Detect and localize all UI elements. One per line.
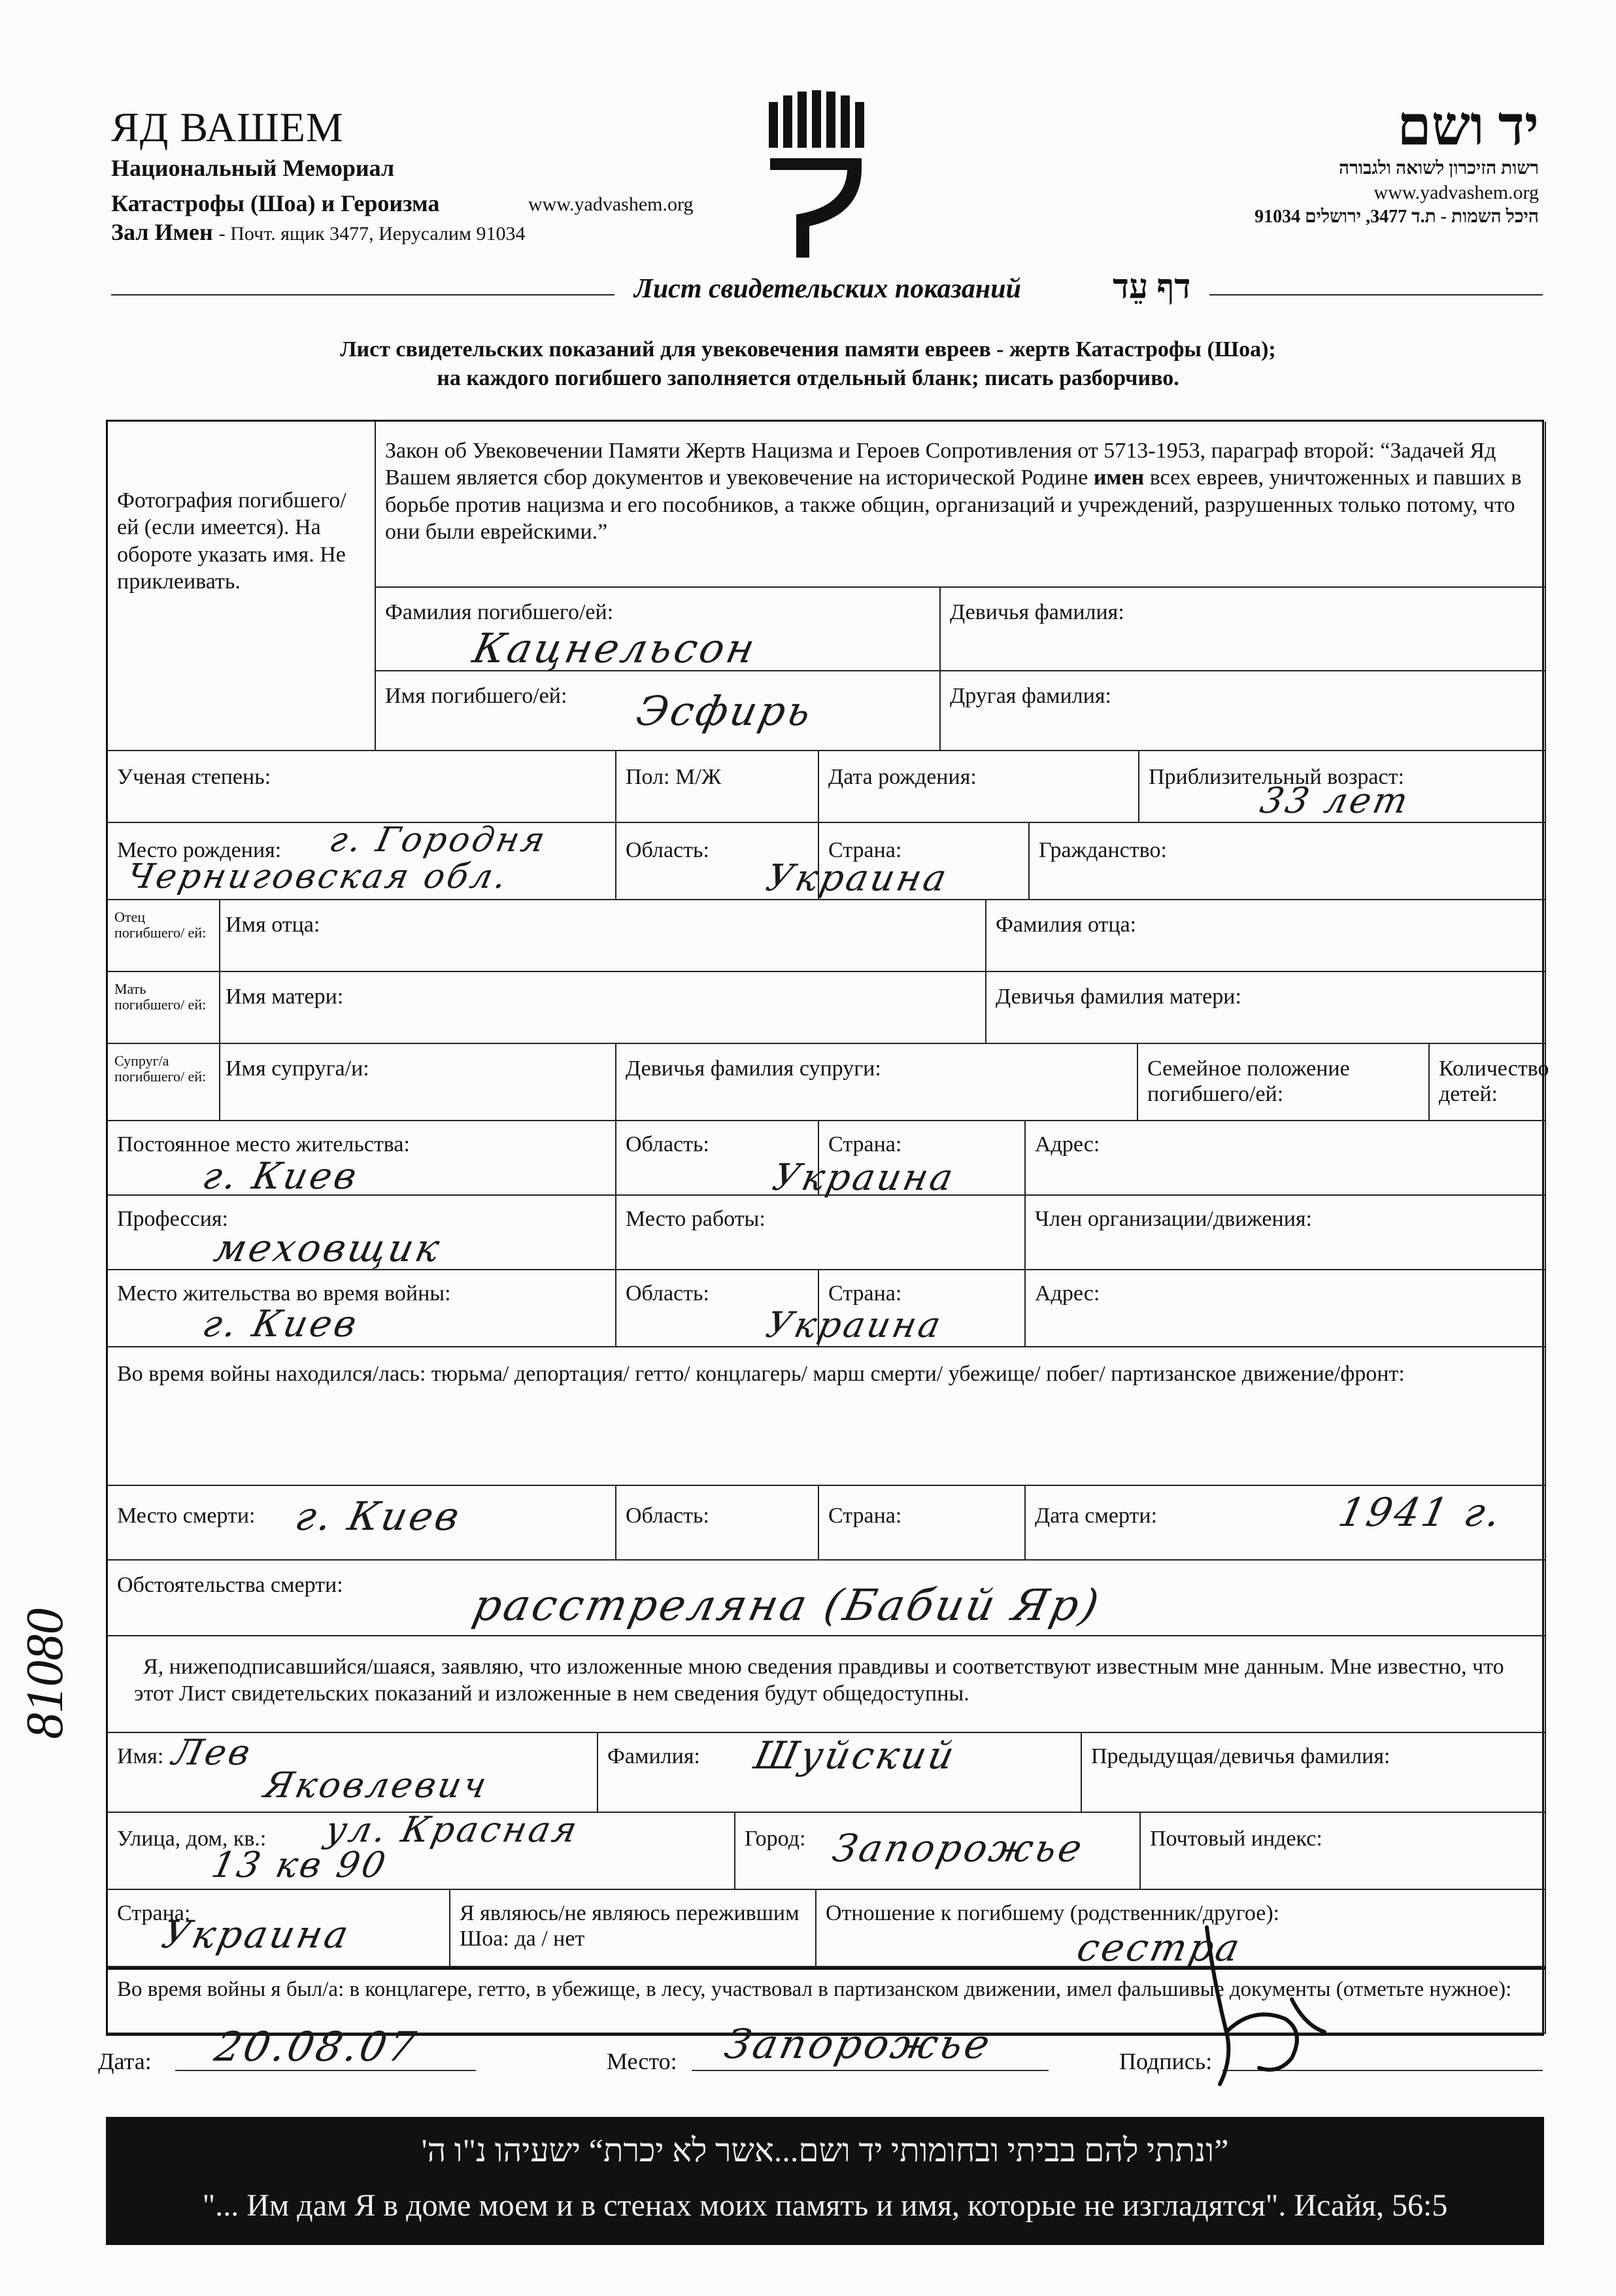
father-name-label: Имя отца: xyxy=(226,913,320,937)
war-country-label: Страна: xyxy=(828,1281,902,1306)
degree-field[interactable] xyxy=(108,751,616,823)
surname-value: Кацнельсон xyxy=(469,624,762,672)
birth-place-value1: г. Городня xyxy=(326,820,551,860)
law-text-bold: имен xyxy=(1093,465,1145,490)
citizenship-field[interactable] xyxy=(1030,823,1546,900)
death-circumstances-field[interactable] xyxy=(108,1561,1546,1636)
birth-place-field[interactable] xyxy=(108,820,616,900)
header-he-line1: רשות הזיכרון לשואה ולגבורה xyxy=(1338,158,1539,178)
place-line xyxy=(692,2070,1049,2071)
residence-label: Постоянное место жительства: xyxy=(117,1132,410,1156)
street-field[interactable] xyxy=(108,1809,735,1890)
yad-vashem-logo xyxy=(764,90,879,258)
survivor-field[interactable] xyxy=(450,1890,816,1967)
law-text-part2: всех евреев, уничтоженных и павших в борьбе против нацизма и его пособников, а также общин, организаций и учреждений, разрушенных только потому, что они были еврейскими.” xyxy=(385,465,1522,545)
membership-field[interactable] xyxy=(1026,1196,1546,1270)
submitter-prev-surname-label: Предыдущая/девичья фамилия: xyxy=(1091,1744,1390,1768)
spouse-maiden-field[interactable] xyxy=(616,1044,1138,1121)
profession-value: меховщик xyxy=(210,1226,446,1270)
date-value[interactable]: 20.08.07 xyxy=(210,2023,422,2070)
war-address-field[interactable] xyxy=(1026,1270,1546,1347)
survivor-label: Я являюсь/не являюсь пережившим Шоа: да / нет xyxy=(460,1901,800,1951)
declaration-text: Я, нижеподписавшийся/шаяся, заявляю, что изложенные мною сведения правдивы и соответствуют известным мне данным. Мне известно, что этот Лист свидетельских показаний и изложенные в нем сведения будут общедоступны. xyxy=(134,1655,1504,1706)
residence-country-field[interactable] xyxy=(769,1121,1026,1199)
header-he-title: יד ושם xyxy=(1397,96,1539,157)
banner-russian: "... Им дам Я в доме моем и в стенах моих память и имя, которые не изгладятся". Исайя, 56:5 xyxy=(202,2188,1448,2223)
residence-country-label: Страна: xyxy=(828,1132,902,1156)
death-circumstances-value: расстреляна (Бабий Яр) xyxy=(468,1580,1106,1630)
birth-place-value2: Черниговская обл. xyxy=(123,857,513,896)
war-region-label: Область: xyxy=(626,1281,709,1306)
death-circumstances-label: Обстоятельства смерти: xyxy=(117,1573,343,1597)
subtitle-line1: Лист свидетельских показаний для увековечения памяти евреев - жертв Катастрофы (Шоа); xyxy=(340,337,1276,362)
submitter-prev-surname-field[interactable] xyxy=(1082,1733,1546,1813)
header-ru-line3 xyxy=(111,218,525,246)
mother-maiden-label: Девичья фамилия матери: xyxy=(996,985,1241,1009)
death-region-label: Область: xyxy=(626,1504,709,1528)
workplace-field[interactable] xyxy=(616,1196,1026,1270)
birth-country-label: Страна: xyxy=(828,838,902,862)
street-label: Улица, дом, кв.: xyxy=(117,1827,267,1851)
place-value[interactable]: Запорожье xyxy=(720,2020,997,2068)
relation-value: сестра xyxy=(1073,1925,1247,1970)
city-field[interactable] xyxy=(735,1813,1141,1890)
residence-field[interactable] xyxy=(108,1121,616,1196)
city-label: Город: xyxy=(745,1827,806,1851)
header-address: - Почт. ящик 3477, Иерусалим 91034 xyxy=(218,223,526,245)
spouse-name-field[interactable] xyxy=(220,1044,616,1121)
signature-mark[interactable] xyxy=(1194,1921,1338,2091)
margin-number: 81080 xyxy=(16,1608,74,1739)
father-surname-field[interactable] xyxy=(986,900,1546,972)
maiden-name-field[interactable] xyxy=(941,588,1546,671)
photo-note: Фотография погибшего/ей (если имеется). На обороте указать имя. Не приклеивать. xyxy=(117,488,346,594)
spouse-side-label-cell xyxy=(108,1044,220,1121)
header-ru-title: ЯД ВАШЕМ xyxy=(111,104,344,150)
residence-address-label: Адрес: xyxy=(1035,1132,1100,1156)
mother-side-label-cell xyxy=(108,972,220,1044)
header-he-url: www.yadvashem.org xyxy=(1373,182,1539,203)
war-address-label: Адрес: xyxy=(1035,1281,1100,1306)
law-text-box xyxy=(376,422,1546,588)
war-residence-label: Место жительства во время войны: xyxy=(117,1281,451,1306)
war-status-field[interactable] xyxy=(108,1347,1546,1486)
death-place-label: Место смерти: xyxy=(117,1504,256,1528)
sheet-title-bar xyxy=(111,268,1543,314)
residence-country-value: Украина xyxy=(769,1156,960,1199)
war-country-field[interactable] xyxy=(762,1270,1026,1347)
submitter-country-field[interactable] xyxy=(108,1890,450,1967)
death-date-label: Дата смерти: xyxy=(1035,1504,1158,1528)
workplace-label: Место работы: xyxy=(626,1207,766,1231)
submitter-war-label: Во время войны я был/а: в концлагере, гетто, в убежище, в лесу, участвовал в партизанском движении, имел фальшивые документы (отметьте нужное): xyxy=(117,1978,1512,2001)
law-text xyxy=(385,437,1536,546)
street-value1: ул. Красная xyxy=(322,1809,584,1850)
gender-field[interactable] xyxy=(616,751,819,823)
approx-age-label: Приблизительный возраст: xyxy=(1149,765,1404,789)
war-status-label: Во время войны находился/лась: тюрьма/ депортация/ гетто/ концлагерь/ марш смерти/ убежище/ побег/ партизанское движение/фронт: xyxy=(117,1362,1405,1386)
relation-field[interactable] xyxy=(816,1890,1546,1970)
mother-name-label: Имя матери: xyxy=(226,985,344,1009)
other-surname-field[interactable] xyxy=(941,671,1546,751)
submitter-surname-field[interactable] xyxy=(598,1733,1082,1813)
death-country-field[interactable] xyxy=(819,1486,1026,1561)
mother-maiden-field[interactable] xyxy=(986,972,1546,1044)
spouse-side-label: Супруг/а погибшего/ ей: xyxy=(114,1053,207,1085)
submitter-name-value2: Яковлевич xyxy=(260,1764,493,1806)
place-label: Место: xyxy=(607,2048,677,2074)
sheet-title: Лист свидетельских показаний xyxy=(634,274,1021,304)
header-he-line3: היכל השמות - ת.ד 3477, ירושלים 91034 xyxy=(1254,207,1539,227)
citizenship-label: Гражданство: xyxy=(1039,838,1167,862)
birth-country-field[interactable] xyxy=(762,823,1030,900)
spouse-name-label: Имя супруга/и: xyxy=(226,1056,369,1081)
submitter-name-label: Имя: xyxy=(117,1744,164,1768)
surname-field[interactable] xyxy=(376,588,941,671)
father-side-label: Отец погибшего/ ей: xyxy=(114,909,207,941)
death-date-field[interactable] xyxy=(1026,1486,1546,1561)
header-ru-line2: Катастрофы (Шоа) и Героизма xyxy=(111,190,440,216)
submitter-surname-value: Шуйский xyxy=(750,1733,961,1778)
profession-label: Профессия: xyxy=(117,1207,228,1231)
first-name-label: Имя погибшего/ей: xyxy=(385,684,567,708)
gender-label: Пол: М/Ж xyxy=(626,765,722,789)
submitter-country-label: Страна: xyxy=(117,1901,191,1925)
membership-label: Член организации/движения: xyxy=(1035,1207,1312,1231)
declaration-box xyxy=(108,1636,1546,1733)
subtitle-line2: на каждого погибшего заполняется отдельный бланк; писать разборчиво. xyxy=(437,366,1179,390)
surname-label: Фамилия погибшего/ей: xyxy=(385,600,614,624)
sheet-title-he: דף עֵד xyxy=(1113,269,1191,306)
first-name-value: Эсфирь xyxy=(632,687,818,735)
title-rule-left xyxy=(111,294,614,295)
maiden-name-label: Девичья фамилия: xyxy=(950,600,1124,624)
war-residence-value: г. Киев xyxy=(199,1303,363,1345)
date-label: Дата: xyxy=(98,2048,152,2074)
death-region-field[interactable] xyxy=(616,1486,819,1561)
birth-date-field[interactable] xyxy=(819,751,1139,823)
header-url: www.yadvashem.org xyxy=(528,194,694,215)
relation-label: Отношение к погибшему (родственник/другое): xyxy=(826,1901,1280,1925)
death-place-value: г. Киев xyxy=(291,1494,466,1540)
banner-hebrew: ”ונתתי להם בביתי ובחומותי יד ושם...אשר לא יכרת“ ישעיהו נ"ו ה' xyxy=(421,2132,1229,2169)
approx-age-value: 33 лет xyxy=(1256,780,1415,821)
photo-box[interactable] xyxy=(108,422,376,751)
degree-label: Ученая степень: xyxy=(117,765,271,789)
submitter-surname-label: Фамилия: xyxy=(607,1744,700,1768)
father-side-label-cell xyxy=(108,900,220,972)
mother-side-label: Мать погибшего/ ей: xyxy=(114,981,207,1013)
war-residence-field[interactable] xyxy=(108,1270,616,1347)
war-country-value: Украина xyxy=(762,1304,947,1345)
birth-date-label: Дата рождения: xyxy=(828,765,977,789)
birth-region-label: Область: xyxy=(626,838,709,862)
death-country-label: Страна: xyxy=(828,1504,902,1528)
mother-name-field[interactable] xyxy=(220,972,986,1044)
submitter-name-field[interactable] xyxy=(108,1733,598,1813)
header-hall-of-names: Зал Имен xyxy=(111,219,213,245)
approx-age-field[interactable] xyxy=(1139,751,1546,823)
city-value: Запорожье xyxy=(828,1826,1089,1870)
father-name-field[interactable] xyxy=(220,900,986,972)
testimony-form xyxy=(106,420,1549,2036)
title-rule-right xyxy=(1209,294,1543,295)
children-count-label: Количество детей: xyxy=(1439,1056,1549,1107)
birth-place-label: Место рождения: xyxy=(117,838,282,862)
profession-field[interactable] xyxy=(108,1196,616,1270)
residence-region-label: Область: xyxy=(626,1132,709,1156)
submitter-country-value: Украина xyxy=(158,1912,355,1957)
residence-address-field[interactable] xyxy=(1026,1121,1546,1196)
first-name-field[interactable] xyxy=(376,671,941,751)
birth-country-value: Украина xyxy=(762,857,953,900)
death-date-value: 1941 г. xyxy=(1334,1490,1507,1536)
law-text-part1: Закон об Увековечении Памяти Жертв Нацизма и Героев Сопротивления от 5713-1953, параграф второй: “Задачей Яд Вашем является сбор документов и увековечение на исторической Родине xyxy=(385,439,1496,490)
residence-value: г. Киев xyxy=(199,1155,363,1198)
marital-status-field[interactable] xyxy=(1138,1044,1430,1121)
marital-status-label: Семейное положение погибшего/ей: xyxy=(1147,1056,1350,1107)
postcode-label: Почтовый индекс: xyxy=(1150,1827,1322,1851)
header-ru-line1: Национальный Мемориал xyxy=(111,155,395,181)
scripture-banner xyxy=(106,2117,1544,2245)
postcode-field[interactable] xyxy=(1141,1813,1546,1890)
signature-label: Подпись: xyxy=(1119,2048,1213,2074)
spouse-maiden-label: Девичья фамилия супруги: xyxy=(626,1056,881,1081)
other-surname-label: Другая фамилия: xyxy=(950,684,1111,708)
death-place-field[interactable] xyxy=(108,1486,616,1561)
children-count-field[interactable] xyxy=(1430,1044,1549,1121)
father-surname-label: Фамилия отца: xyxy=(996,913,1137,937)
submitter-name-value1: Лев xyxy=(169,1732,257,1773)
street-value2: 13 кв 90 xyxy=(208,1844,392,1885)
